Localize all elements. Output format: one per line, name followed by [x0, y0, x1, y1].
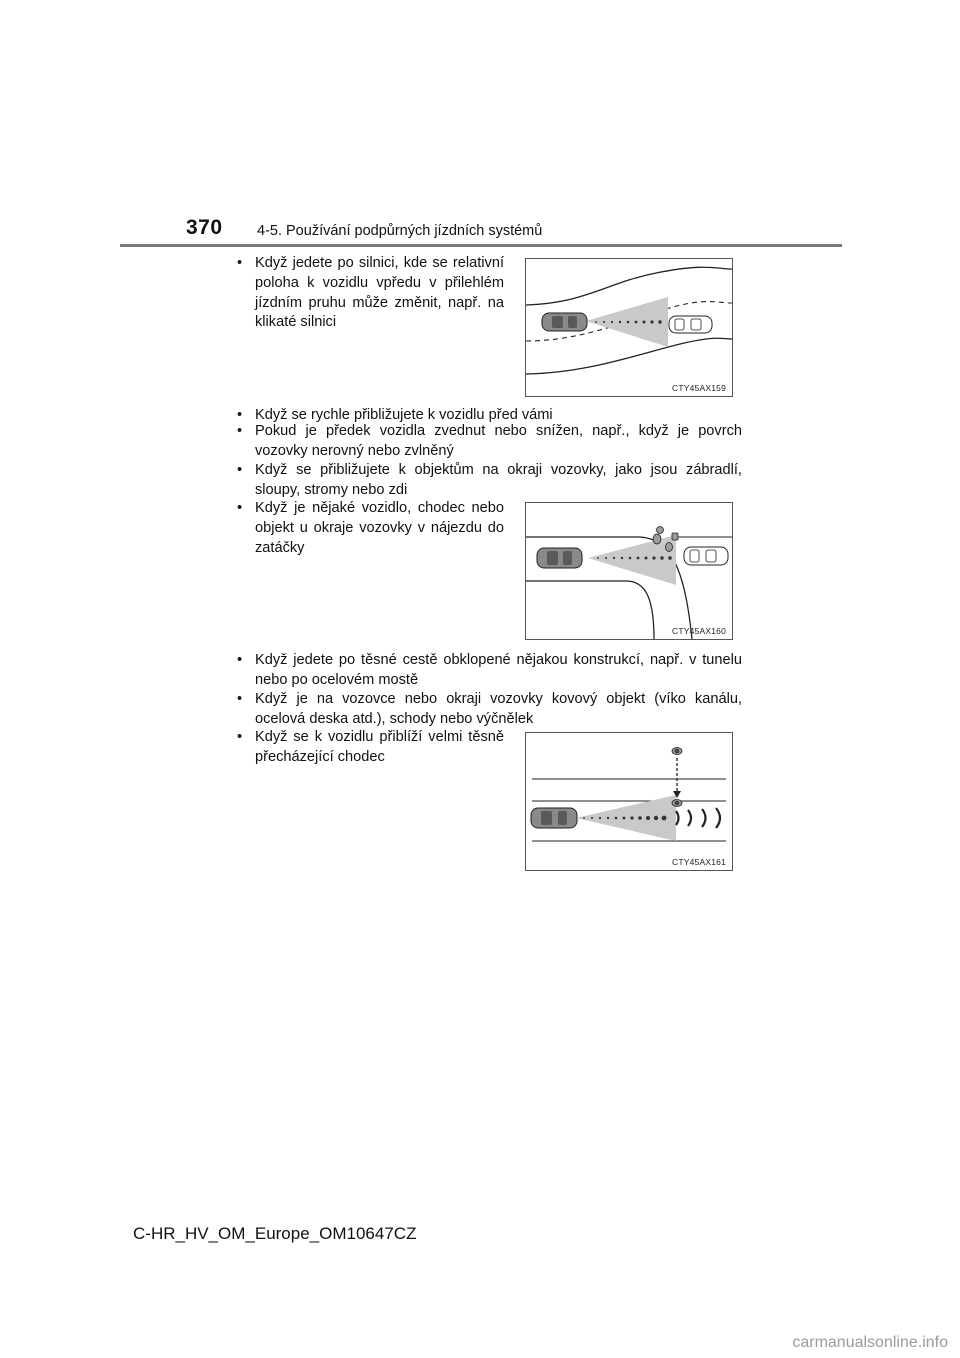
figure-crossing-pedestrian — [525, 732, 733, 871]
bullet-symbol: • — [237, 407, 243, 423]
bullet-roadside-objects — [237, 461, 742, 501]
section-title: 4-5. Používání podpůrných jízdních systémů — [257, 223, 543, 239]
figure-winding-road — [525, 258, 733, 397]
figure-code: CTY45AX160 — [672, 626, 726, 636]
bullet-symbol: • — [237, 729, 243, 745]
curve-entry-illustration — [526, 503, 732, 639]
bullet-text: Když je na vozovce nebo okraji vozovky kovový objekt (víko kanálu, ocelová deska atd.), schody nebo výčnělek — [255, 691, 742, 727]
bullet-text: Když se k vozidlu přiblíží velmi těsně přecházející chodec — [255, 729, 504, 765]
watermark: carmanualsonline.info — [792, 1334, 948, 1351]
bullet-text: Když jedete po silnici, kde se relativní poloha k vozidlu vpředu v přilehlém jízdním pruhu může změnit, např. na klikaté silnici — [255, 255, 504, 331]
bullet-symbol: • — [237, 423, 243, 439]
crossing-pedestrian-illustration — [526, 733, 732, 870]
bullet-text: Když se přibližujete k objektům na okraji vozovky, jako jsou zábradlí, sloupy, stromy nebo zdi — [255, 462, 742, 498]
bullet-uneven-surface — [237, 422, 742, 462]
bullet-symbol: • — [237, 652, 243, 668]
figure-code: CTY45AX159 — [672, 383, 726, 393]
bullet-curve-entry — [237, 499, 504, 558]
header-divider — [120, 244, 842, 247]
bullet-crossing-pedestrian — [237, 728, 504, 768]
bullet-text: Pokud je předek vozidla zvednut nebo snížen, např., když je povrch vozovky nerovný nebo zvlněný — [255, 423, 742, 459]
bullet-text: Když se rychle přibližujete k vozidlu před vámi — [255, 407, 553, 423]
bullet-text: Když jedete po těsné cestě obklopené nějakou konstrukcí, např. v tunelu nebo po ocelovém mostě — [255, 652, 742, 688]
bullet-symbol: • — [237, 462, 243, 478]
bullet-symbol: • — [237, 255, 243, 271]
bullet-text: Když je nějaké vozidlo, chodec nebo objekt u okraje vozovky v nájezdu do zatáčky — [255, 500, 504, 556]
bullet-symbol: • — [237, 500, 243, 516]
document-id: C-HR_HV_OM_Europe_OM10647CZ — [133, 1224, 417, 1243]
bullet-symbol: • — [237, 691, 243, 707]
figure-code: CTY45AX161 — [672, 857, 726, 867]
bullet-tunnel — [237, 651, 742, 691]
page-number: 370 — [186, 216, 223, 239]
bullet-winding-road — [237, 254, 504, 333]
bullet-metal-object — [237, 690, 742, 730]
winding-road-illustration — [526, 259, 732, 396]
figure-curve-entry — [525, 502, 733, 640]
